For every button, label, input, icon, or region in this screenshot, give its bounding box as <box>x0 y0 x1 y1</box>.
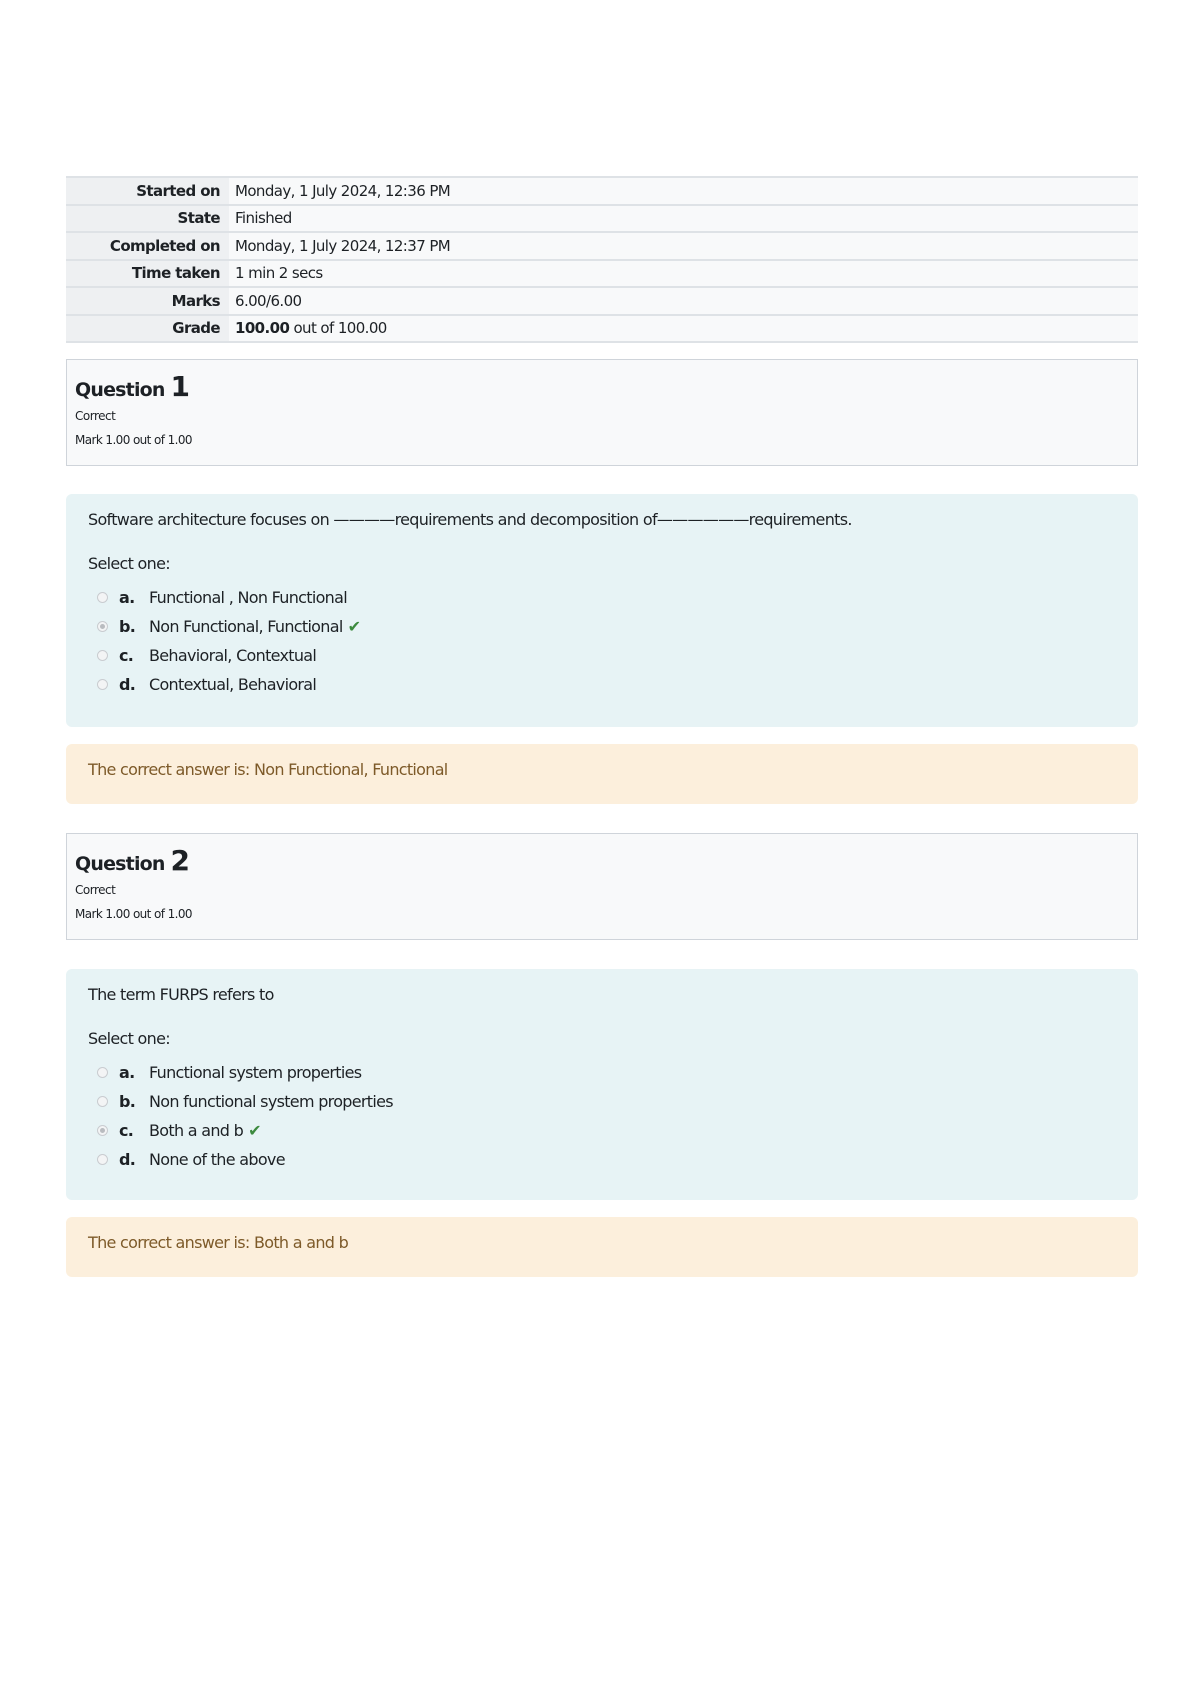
radio-button-selected[interactable] <box>97 1125 108 1136</box>
radio-button[interactable] <box>97 1154 108 1165</box>
question-label: Question <box>75 853 165 875</box>
answer-letter: c. <box>119 1121 134 1140</box>
answer-letter: a. <box>119 1063 135 1082</box>
answer-text: Functional , Non Functional <box>149 588 347 607</box>
attempt-summary-table <box>66 176 1138 343</box>
answer-option-a[interactable] <box>88 1058 1116 1087</box>
question-state: Correct <box>75 409 116 423</box>
question-text: Software architecture focuses on ————requirements and decomposition of——————requirements. <box>88 510 852 529</box>
grade-label: Grade <box>66 315 229 343</box>
question-2-title <box>75 846 1129 879</box>
completed-on-label: Completed on <box>66 232 229 260</box>
check-icon: ✔ <box>248 1121 261 1140</box>
question-1-info <box>66 359 1138 466</box>
answer-text: None of the above <box>149 1150 285 1169</box>
answer-letter: a. <box>119 588 135 607</box>
radio-button[interactable] <box>97 592 108 603</box>
grade-total: out of 100.00 <box>289 319 387 338</box>
summary-row-state <box>66 205 1138 233</box>
time-taken-label: Time taken <box>66 260 229 288</box>
answer-letter: b. <box>119 617 136 636</box>
answer-letter: d. <box>119 1150 136 1169</box>
question-1-content <box>66 494 1138 727</box>
question-2-content <box>66 969 1138 1200</box>
radio-button[interactable] <box>97 650 108 661</box>
completed-on-value: Monday, 1 July 2024, 12:37 PM <box>229 232 1138 260</box>
question-2-info <box>66 833 1138 940</box>
question-number: 2 <box>170 844 190 877</box>
question-label: Question <box>75 379 165 401</box>
answer-option-a[interactable] <box>88 583 1116 612</box>
question-state: Correct <box>75 883 116 897</box>
check-icon: ✔ <box>347 617 361 636</box>
answer-text: Non functional system properties <box>149 1092 393 1111</box>
question-1-title <box>75 372 1129 405</box>
radio-button-selected[interactable] <box>97 621 108 632</box>
select-one-prompt: Select one: <box>88 554 170 573</box>
answer-option-d[interactable] <box>88 670 1116 699</box>
question-mark: Mark 1.00 out of 1.00 <box>75 433 192 447</box>
answer-letter: d. <box>119 675 136 694</box>
answer-option-d[interactable] <box>88 1145 1116 1174</box>
summary-row-time <box>66 260 1138 288</box>
state-label: State <box>66 205 229 233</box>
answer-option-c[interactable] <box>88 641 1116 670</box>
radio-button[interactable] <box>97 679 108 690</box>
select-one-prompt: Select one: <box>88 1029 170 1048</box>
question-mark: Mark 1.00 out of 1.00 <box>75 907 192 921</box>
answer-letter: b. <box>119 1092 136 1111</box>
answer-option-c[interactable] <box>88 1116 1116 1145</box>
answer-option-b[interactable] <box>88 1087 1116 1116</box>
answer-text: Contextual, Behavioral <box>149 675 317 694</box>
question-1-feedback: The correct answer is: Non Functional, Functional <box>66 744 1138 804</box>
question-number: 1 <box>170 370 190 403</box>
started-on-label: Started on <box>66 177 229 205</box>
summary-row-grade <box>66 315 1138 343</box>
state-value: Finished <box>229 205 1138 233</box>
question-text: The term FURPS refers to <box>88 985 274 1004</box>
radio-button[interactable] <box>97 1067 108 1078</box>
summary-row-completed <box>66 232 1138 260</box>
question-2-feedback: The correct answer is: Both a and b <box>66 1217 1138 1277</box>
grade-value <box>229 315 1138 343</box>
started-on-value: Monday, 1 July 2024, 12:36 PM <box>229 177 1138 205</box>
marks-label: Marks <box>66 287 229 315</box>
answer-text: Both a and b <box>149 1121 244 1140</box>
answer-option-b[interactable] <box>88 612 1116 641</box>
time-taken-value: 1 min 2 secs <box>229 260 1138 288</box>
quiz-review-page <box>66 176 1138 1277</box>
answer-text: Behavioral, Contextual <box>149 646 317 665</box>
answer-text: Functional system properties <box>149 1063 362 1082</box>
answer-text: Non Functional, Functional <box>149 617 343 636</box>
radio-button[interactable] <box>97 1096 108 1107</box>
marks-value: 6.00/6.00 <box>229 287 1138 315</box>
answer-letter: c. <box>119 646 134 665</box>
summary-row-marks <box>66 287 1138 315</box>
grade-score: 100.00 <box>235 319 290 338</box>
summary-row-started <box>66 177 1138 205</box>
